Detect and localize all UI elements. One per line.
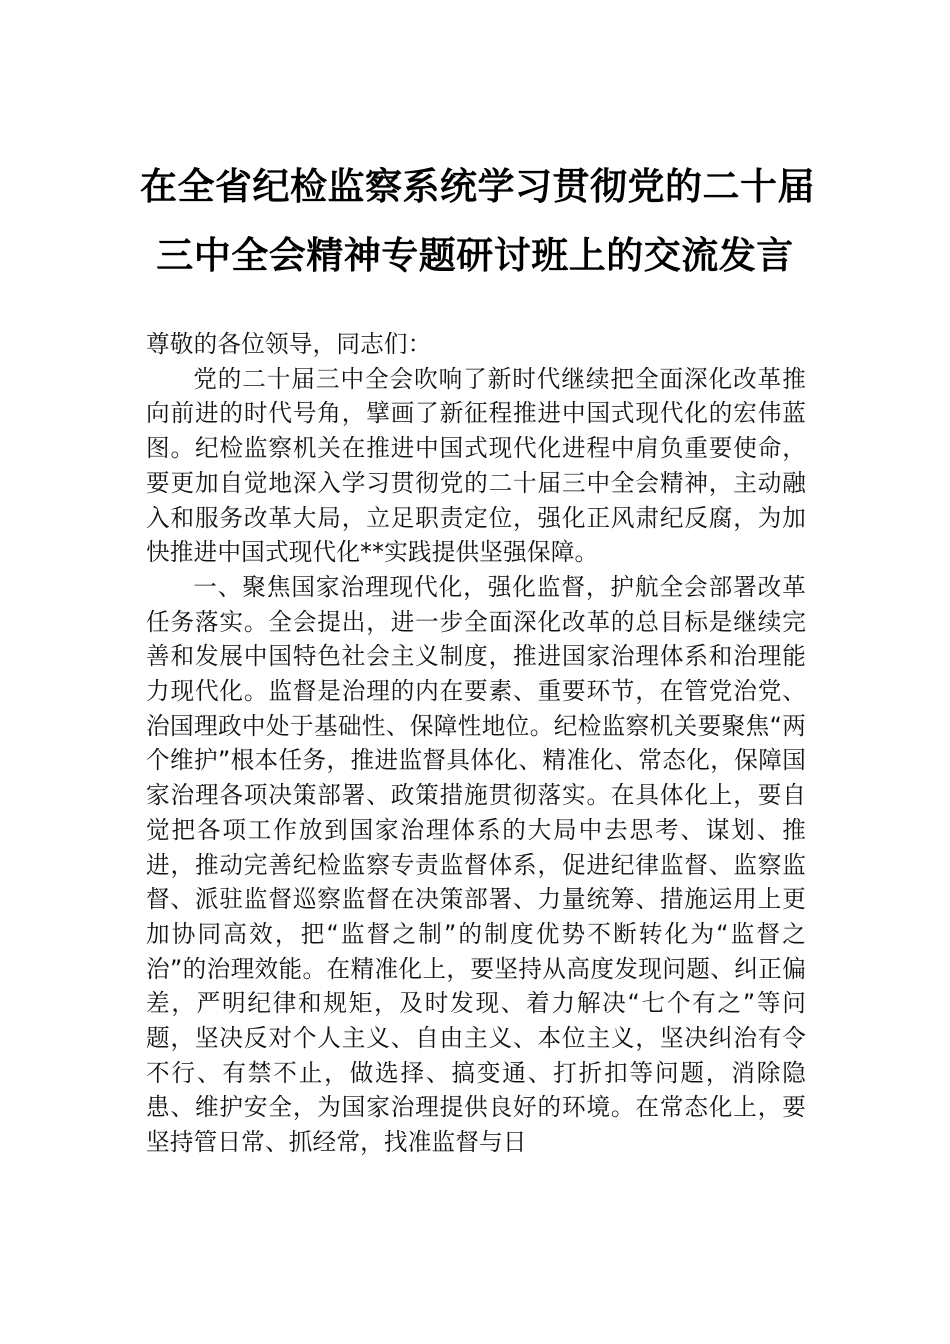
document-body — [146, 327, 806, 1160]
paragraph-section-1: 一、聚焦国家治理现代化，强化监督，护航全会部署改革任务落实。全会提出，进一步全面深化改革的总目标是继续完善和发展中国特色社会主义制度，推进国家治理体系和治理能力现代化。监督是治理的内在要素、重要环节，在管党治党、治国理政中处于基础性、保障性地位。纪检监察机关要聚焦“两个维护”根本任务，推进监督具体化、精准化、常态化，保障国家治理各项决策部署、政策措施贯彻落实。在具体化上，要自觉把各项工作放到国家治理体系的大局中去思考、谋划、推进，推动完善纪检监察专责监督体系，促进纪律监督、监察监督、派驻监督巡察监督在决策部署、力量统筹、措施运用上更加协同高效，把“监督之制”的制度优势不断转化为“监督之治”的治理效能。在精准化上，要坚持从高度发现问题、纠正偏差，严明纪律和规矩，及时发现、着力解决“七个有之”等问题，坚决反对个人主义、自由主义、本位主义，坚决纠治有令不行、有禁不止，做选择、搞变通、打折扣等问题，消除隐患、维护安全，为国家治理提供良好的环境。在常态化上，要坚持管日常、抓经常，找准监督与日 — [146, 572, 806, 1157]
salutation: 尊敬的各位领导，同志们： — [146, 330, 432, 358]
paragraph-intro: 党的二十届三中全会吹响了新时代继续把全面深化改革推向前进的时代号角，擘画了新征程推进中国式现代化的宏伟蓝图。纪检监察机关在推进中国式现代化进程中肩负重要使命，要更加自觉地深入学习贯彻党的二十届三中全会精神，主动融入和服务改革大局，立足职责定位，强化正风肃纪反腐，为加快推进中国式现代化**实践提供坚强保障。 — [146, 364, 806, 567]
document-title-line-1: 在全省纪检监察系统学习贯彻党的二十届 — [140, 164, 815, 208]
document-title-line-2: 三中全会精神专题研讨班上的交流发言 — [156, 233, 794, 277]
